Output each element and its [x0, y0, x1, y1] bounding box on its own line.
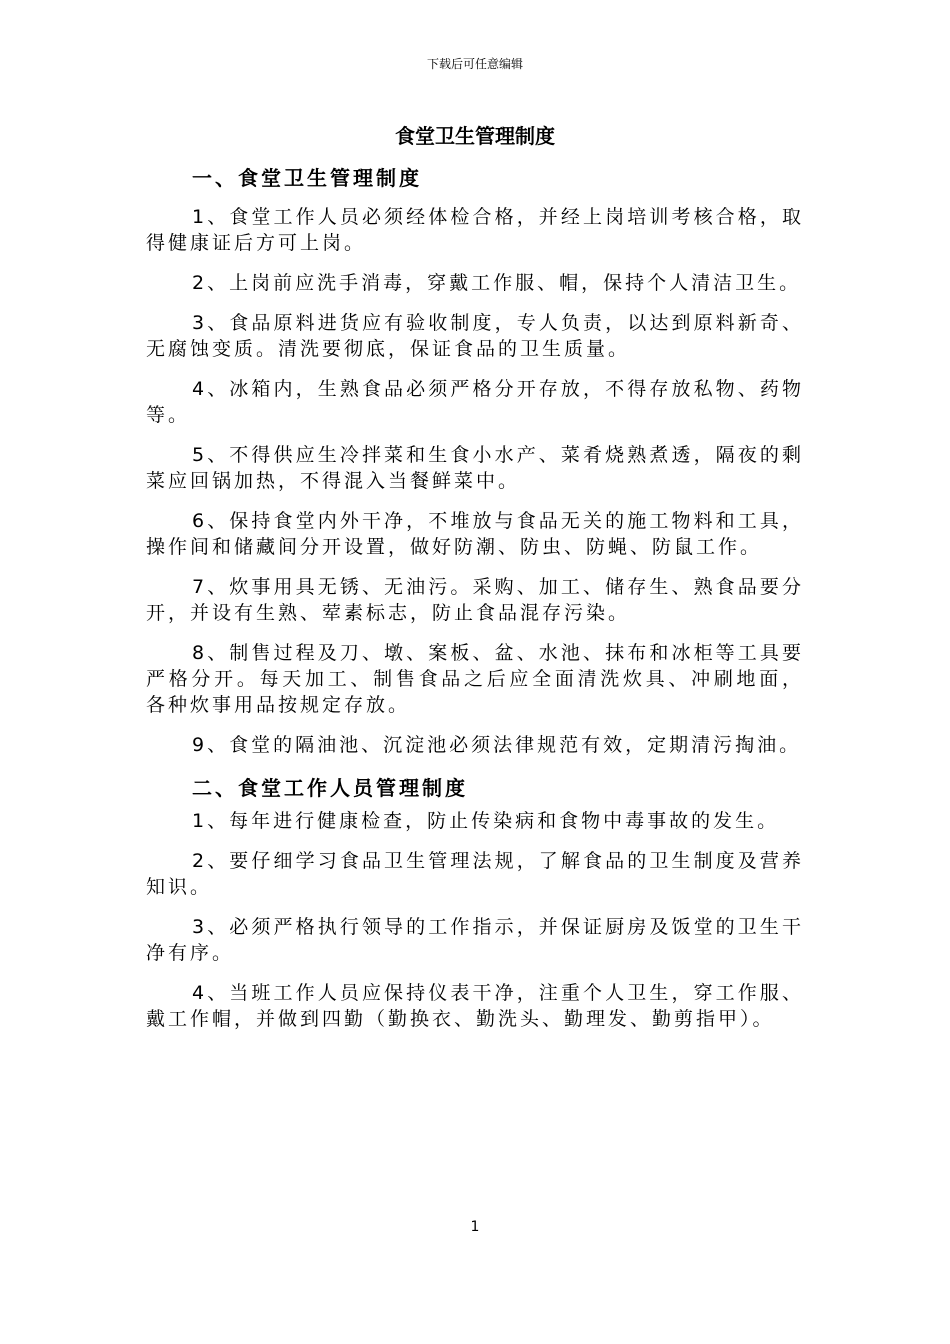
document-title: 食堂卫生管理制度: [395, 124, 555, 148]
section-title: 一、食堂卫生管理制度: [192, 166, 422, 190]
paragraph: 6、保持食堂内外干净，不堆放与食品无关的施工物料和工具，操作间和储藏间分开设置，做好防潮、防虫、防蝇、防鼠工作。: [146, 510, 804, 558]
paragraph: 7、炊事用具无锈、无油污。采购、加工、储存生、熟食品要分开，并设有生熟、荤素标志，防止食品混存污染。: [146, 576, 804, 624]
paragraph: 9、食堂的隔油池、沉淀池必须法律规范有效，定期清污掏油。: [192, 734, 802, 756]
paragraph: 2、要仔细学习食品卫生管理法规，了解食品的卫生制度及营养知识。: [146, 850, 804, 898]
paragraph: 4、冰箱内，生熟食品必须严格分开存放，不得存放私物、药物等。: [146, 378, 804, 426]
paragraph: 3、必须严格执行领导的工作指示，并保证厨房及饭堂的卫生干净有序。: [146, 916, 804, 964]
paragraph: 8、制售过程及刀、墩、案板、盆、水池、抹布和冰柜等工具要严格分开。每天加工、制售食品之后应全面清洗炊具、冲刷地面，各种炊事用品按规定存放。: [146, 642, 804, 716]
section-title: 二、食堂工作人员管理制度: [192, 776, 468, 800]
paragraph: 4、当班工作人员应保持仪表干净，注重个人卫生，穿工作服、戴工作帽，并做到四勤（勤换衣、勤洗头、勤理发、勤剪指甲）。: [146, 982, 804, 1030]
header-note: 下载后可任意编辑: [426, 57, 523, 71]
paragraph: 1、食堂工作人员必须经体检合格，并经上岗培训考核合格，取得健康证后方可上岗。: [146, 206, 804, 254]
paragraph: 2、上岗前应洗手消毒，穿戴工作服、帽，保持个人清洁卫生。: [192, 272, 802, 294]
section-2: [146, 772, 804, 1032]
paragraph: 3、食品原料进货应有验收制度，专人负责，以达到原料新奇、无腐蚀变质。清洗要彻底，保证食品的卫生质量。: [146, 312, 804, 360]
section-1: [146, 162, 804, 758]
paragraph: 1、每年进行健康检查，防止传染病和食物中毒事故的发生。: [192, 810, 780, 832]
page-number: 1: [470, 1219, 480, 1235]
paragraph: 5、不得供应生冷拌菜和生食小水产、菜肴烧熟煮透，隔夜的剩菜应回锅加热，不得混入当餐鲜菜中。: [146, 444, 804, 492]
document-body: [146, 162, 804, 1046]
